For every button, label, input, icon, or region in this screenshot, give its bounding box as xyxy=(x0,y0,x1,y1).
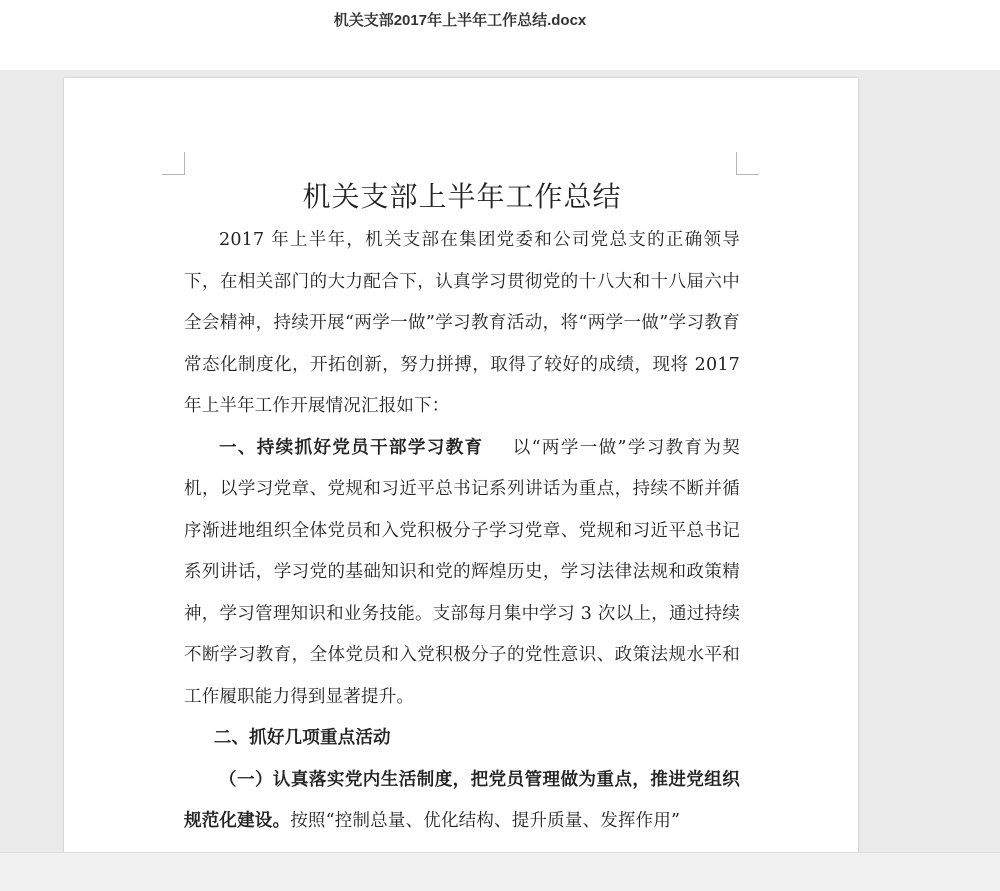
section-1-paragraph xyxy=(184,428,740,719)
intro-paragraph: 2017 年上半年，机关支部在集团党委和公司党总支的正确领导下，在相关部门的大力配合下，认真学习贯彻党的十八大和十八届六中全会精神，持续开展“两学一做”学习教育活动，将“两学一做”学习教育常态化制度化，开拓创新，努力拼搏，取得了较好的成绩，现将 2017 年上半年工作开展情况汇报如下： xyxy=(184,230,740,416)
margin-corner-top-left xyxy=(162,152,185,175)
file-name: 机关支部2017年上半年工作总结.docx xyxy=(333,12,587,29)
document-viewer[interactable] xyxy=(0,70,1000,852)
subsection-1-paragraph xyxy=(184,760,740,843)
margin-corner-top-right xyxy=(736,152,759,175)
subsection-1-heading: （一）认真落实党内生活制度，把党员管理做为重点，推进党组织规范化建设。 xyxy=(184,769,740,831)
section-1-body: 以“两学一做”学习教育为契机，以学习党章、党规和习近平总书记系列讲话为重点，持续不断并循序渐进地组织全体党员和入党积极分子学习党章、党规和习近平总书记系列讲话，学习党的基础知识和党的辉煌历史，学习法律法规和政策精神，学习管理知识和业务技能。支部每月集中学习 3 次以上，通过持续不断学习教育，全体党员和入党积极分子的党性意识、政策法规水平和工作履职能力得到显著提升。 xyxy=(184,437,740,707)
status-bar xyxy=(0,852,1000,891)
document-title: 机关支部上半年工作总结 xyxy=(302,180,622,213)
document-page xyxy=(64,78,858,852)
page-content xyxy=(184,174,740,843)
section-2-heading: 二、抓好几项重点活动 xyxy=(213,728,391,748)
title-bar xyxy=(0,0,1000,70)
section-1-heading: 一、持续抓好党员干部学习教育 xyxy=(219,437,484,458)
subsection-1-body: 按照“控制总量、优化结构、提升质量、发挥作用” xyxy=(290,811,681,831)
